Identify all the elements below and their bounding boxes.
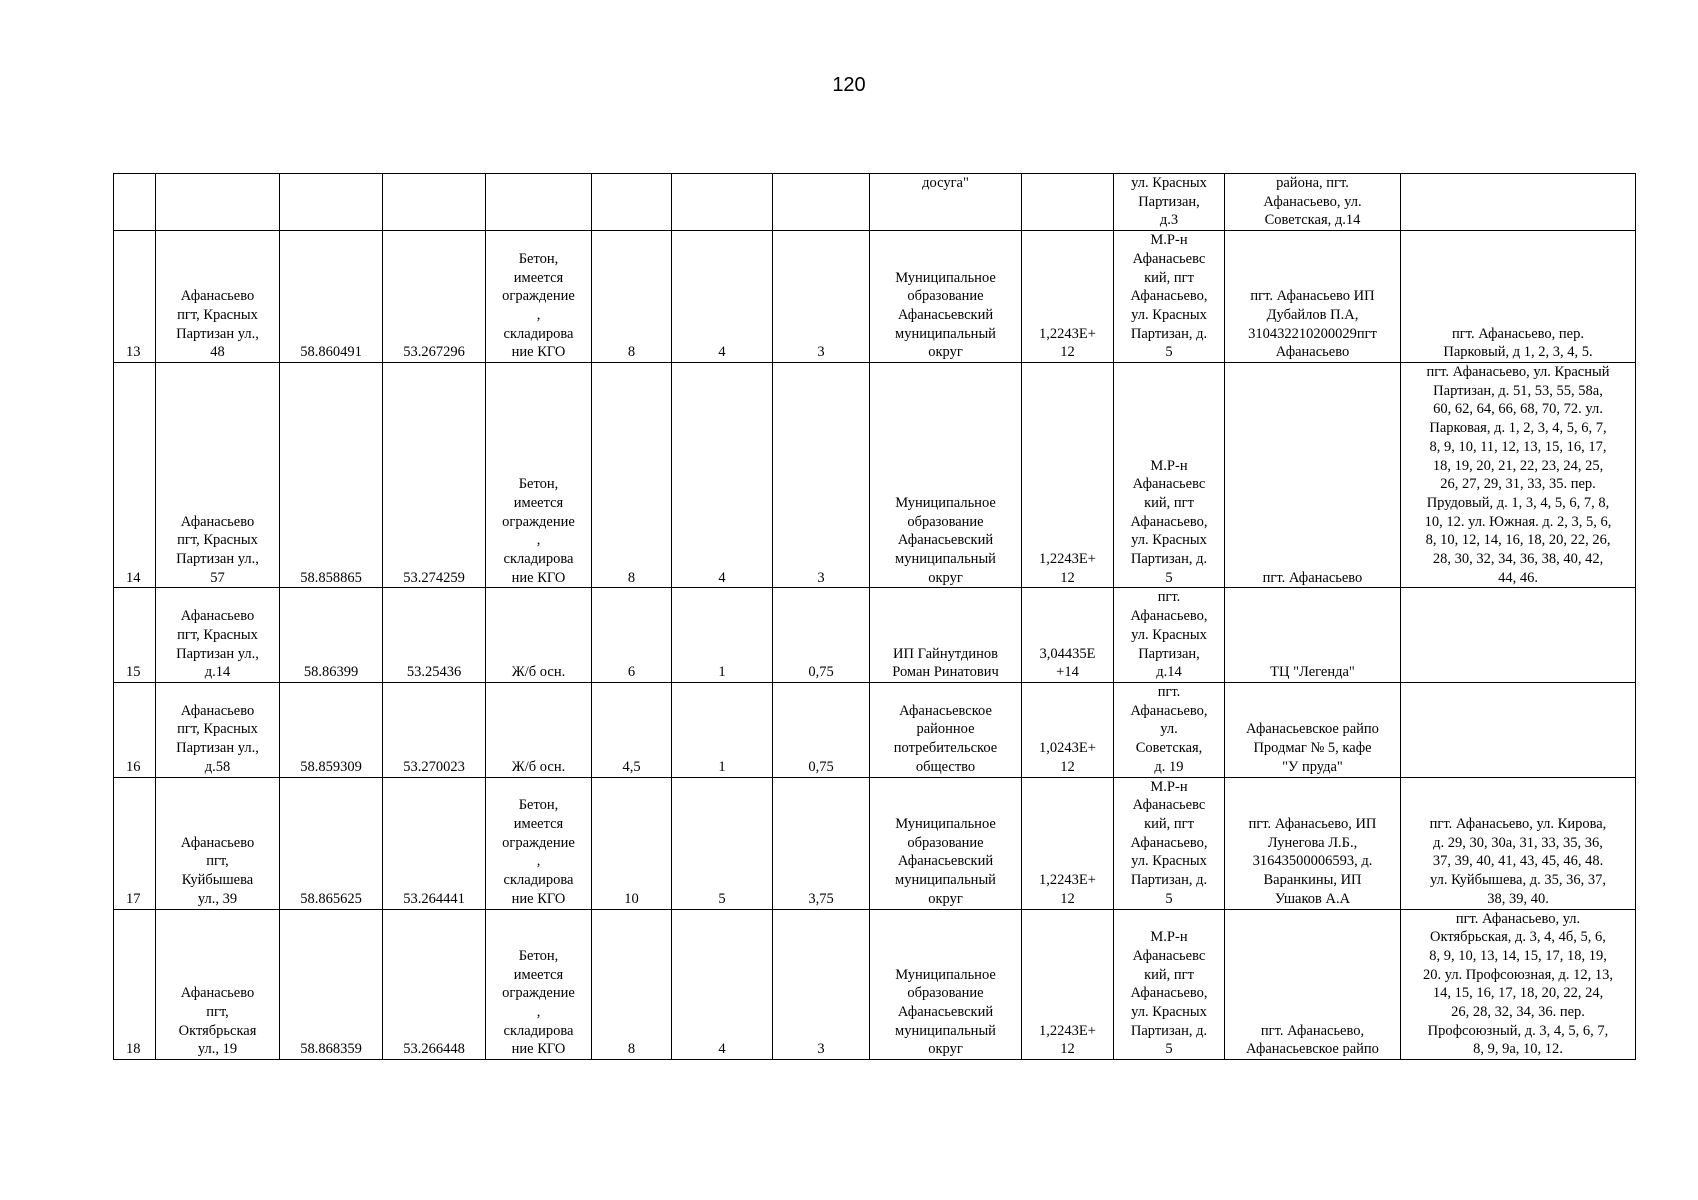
cell-number: 14 [114, 363, 156, 588]
cell-area: 10 [592, 777, 672, 909]
cell-longitude: 53.270023 [383, 682, 486, 777]
cell-owner-address: М.Р-н Афанасьевс кий, пгт Афанасьево, ул. Красных Партизан, д. 5 [1114, 231, 1225, 363]
page-number: 120 [832, 74, 866, 96]
cell-sources: района, пгт. Афанасьево, ул. Советская, д.14 [1225, 174, 1401, 231]
cell-longitude: 53.264441 [383, 777, 486, 909]
table-row [114, 777, 1636, 909]
cell-ogrn: 1,0243E+ 12 [1022, 682, 1114, 777]
cell-latitude: 58.868359 [280, 909, 383, 1060]
cell-latitude: 58.859309 [280, 682, 383, 777]
table-row [114, 231, 1636, 363]
cell-cover: Бетон, имеется ограждение , складирова ние КГО [486, 231, 592, 363]
cell-latitude: 58.858865 [280, 363, 383, 588]
cell-ogrn: 1,2243E+ 12 [1022, 909, 1114, 1060]
cell-area: 4,5 [592, 682, 672, 777]
cell-owner: Муниципальное образование Афанасьевский муниципальный округ [870, 231, 1022, 363]
cell-latitude: 58.865625 [280, 777, 383, 909]
cell-address: Афанасьево пгт, Красных Партизан ул., 48 [156, 231, 280, 363]
cell-address: Афанасьево пгт, Октябрьская ул., 19 [156, 909, 280, 1060]
cell-owner: Муниципальное образование Афанасьевский муниципальный округ [870, 363, 1022, 588]
cell-sources: пгт. Афанасьево, Афанасьевское райпо [1225, 909, 1401, 1060]
cell-sources: пгт. Афанасьево, ИП Лунегова Л.Б., 31643500006593, д. Варанкины, ИП Ушаков А.А [1225, 777, 1401, 909]
cell-houses: пгт. Афанасьево, ул. Кирова, д. 29, 30, 30а, 31, 33, 35, 36, 37, 39, 40, 41, 43, 45, 46, 48. ул. Куйбышева, д. 35, 36, 37, 38, 39, 40. [1401, 777, 1636, 909]
cell-cover: Бетон, имеется ограждение , складирова ние КГО [486, 909, 592, 1060]
table-row [114, 588, 1636, 683]
cell-cover: Ж/б осн. [486, 588, 592, 683]
cell-cover: Бетон, имеется ограждение , складирова ние КГО [486, 363, 592, 588]
cell-containers: 5 [672, 777, 773, 909]
cell-address: Афанасьево пгт, Красных Партизан ул., 57 [156, 363, 280, 588]
cell-owner-address: М.Р-н Афанасьевс кий, пгт Афанасьево, ул. Красных Партизан, д. 5 [1114, 909, 1225, 1060]
table-row [114, 682, 1636, 777]
cell-ogrn: 3,04435E +14 [1022, 588, 1114, 683]
cell-containers: 4 [672, 909, 773, 1060]
cell-containers: 1 [672, 682, 773, 777]
cell-owner: Муниципальное образование Афанасьевский муниципальный округ [870, 909, 1022, 1060]
cell-owner-address: М.Р-н Афанасьевс кий, пгт Афанасьево, ул. Красных Партизан, д. 5 [1114, 363, 1225, 588]
cell-area: 8 [592, 363, 672, 588]
cell-address: Афанасьево пгт, Красных Партизан ул., д.58 [156, 682, 280, 777]
cell-cover: Бетон, имеется ограждение , складирова ние КГО [486, 777, 592, 909]
cell-houses: пгт. Афанасьево, ул. Красный Партизан, д. 51, 53, 55, 58а, 60, 62, 64, 66, 68, 70, 72. ул. Парковая, д. 1, 2, 3, 4, 5, 6, 7, 8, 9, 10, 11, 12, 13, 15, 16, 17, 18, 19, 20, 21, 22, 23, 24, 25, 26, 27, 29, 31, 33, 35. пер. Прудовый, д. 1, 3, 4, 5, 6, 7, 8, 10, 12. ул. Южная. д. 2, 3, 5, 6, 8, 10, 12, 14, 16, 18, 20, 22, 26, 28, 30, 32, 34, 36, 38, 40, 42, 44, 46. [1401, 363, 1636, 588]
waste-site-registry-table [113, 173, 1636, 1060]
cell-sources: пгт. Афанасьево ИП Дубайлов П.А, 310432210200029пгт Афанасьево [1225, 231, 1401, 363]
cell-address: Афанасьево пгт, Красных Партизан ул., д.14 [156, 588, 280, 683]
cell-owner: досуга" [870, 174, 1022, 231]
cell-sources: Афанасьевское райпо Продмаг № 5, кафе "У пруда" [1225, 682, 1401, 777]
cell-containers: 4 [672, 363, 773, 588]
cell-volume: 3 [773, 909, 870, 1060]
cell-owner: ИП Гайнутдинов Роман Ринатович [870, 588, 1022, 683]
cell-sources: ТЦ "Легенда" [1225, 588, 1401, 683]
cell-houses [1401, 682, 1636, 777]
cell-ogrn: 1,2243E+ 12 [1022, 363, 1114, 588]
cell-number: 17 [114, 777, 156, 909]
cell-number: 18 [114, 909, 156, 1060]
cell-owner-address: ул. Красных Партизан, д.3 [1114, 174, 1225, 231]
cell-ogrn: 1,2243E+ 12 [1022, 231, 1114, 363]
cell-volume: 0,75 [773, 682, 870, 777]
cell-owner: Афанасьевское районное потребительское общество [870, 682, 1022, 777]
cell-houses: пгт. Афанасьево, пер. Парковый, д 1, 2, 3, 4, 5. [1401, 231, 1636, 363]
cell-containers: 1 [672, 588, 773, 683]
table-row-continuation [114, 174, 1636, 231]
cell-longitude: 53.25436 [383, 588, 486, 683]
cell-longitude: 53.266448 [383, 909, 486, 1060]
cell-owner: Муниципальное образование Афанасьевский муниципальный округ [870, 777, 1022, 909]
cell-volume: 3 [773, 363, 870, 588]
cell-houses: пгт. Афанасьево, ул. Октябрьская, д. 3, 4, 4б, 5, 6, 8, 9, 10, 13, 14, 15, 17, 18, 19, 20. ул. Профсоюзная, д. 12, 13, 14, 15, 16, 17, 18, 20, 22, 24, 26, 28, 32, 34, 36. пер. Профсоюзный, д. 3, 4, 5, 6, 7, 8, 9, 9а, 10, 12. [1401, 909, 1636, 1060]
cell-sources: пгт. Афанасьево [1225, 363, 1401, 588]
cell-latitude: 58.860491 [280, 231, 383, 363]
cell-number: 16 [114, 682, 156, 777]
cell-containers: 4 [672, 231, 773, 363]
cell-number: 15 [114, 588, 156, 683]
cell-owner-address: М.Р-н Афанасьевс кий, пгт Афанасьево, ул. Красных Партизан, д. 5 [1114, 777, 1225, 909]
cell-address: Афанасьево пгт, Куйбышева ул., 39 [156, 777, 280, 909]
cell-longitude: 53.267296 [383, 231, 486, 363]
cell-houses [1401, 588, 1636, 683]
cell-owner-address: пгт. Афанасьево, ул. Красных Партизан, д.14 [1114, 588, 1225, 683]
cell-area: 8 [592, 909, 672, 1060]
cell-longitude: 53.274259 [383, 363, 486, 588]
cell-owner-address: пгт. Афанасьево, ул. Советская, д. 19 [1114, 682, 1225, 777]
cell-volume: 3 [773, 231, 870, 363]
cell-volume: 3,75 [773, 777, 870, 909]
cell-cover: Ж/б осн. [486, 682, 592, 777]
table-row [114, 363, 1636, 588]
cell-ogrn: 1,2243E+ 12 [1022, 777, 1114, 909]
cell-area: 8 [592, 231, 672, 363]
table-row [114, 909, 1636, 1060]
cell-number: 13 [114, 231, 156, 363]
cell-volume: 0,75 [773, 588, 870, 683]
cell-latitude: 58.86399 [280, 588, 383, 683]
cell-area: 6 [592, 588, 672, 683]
